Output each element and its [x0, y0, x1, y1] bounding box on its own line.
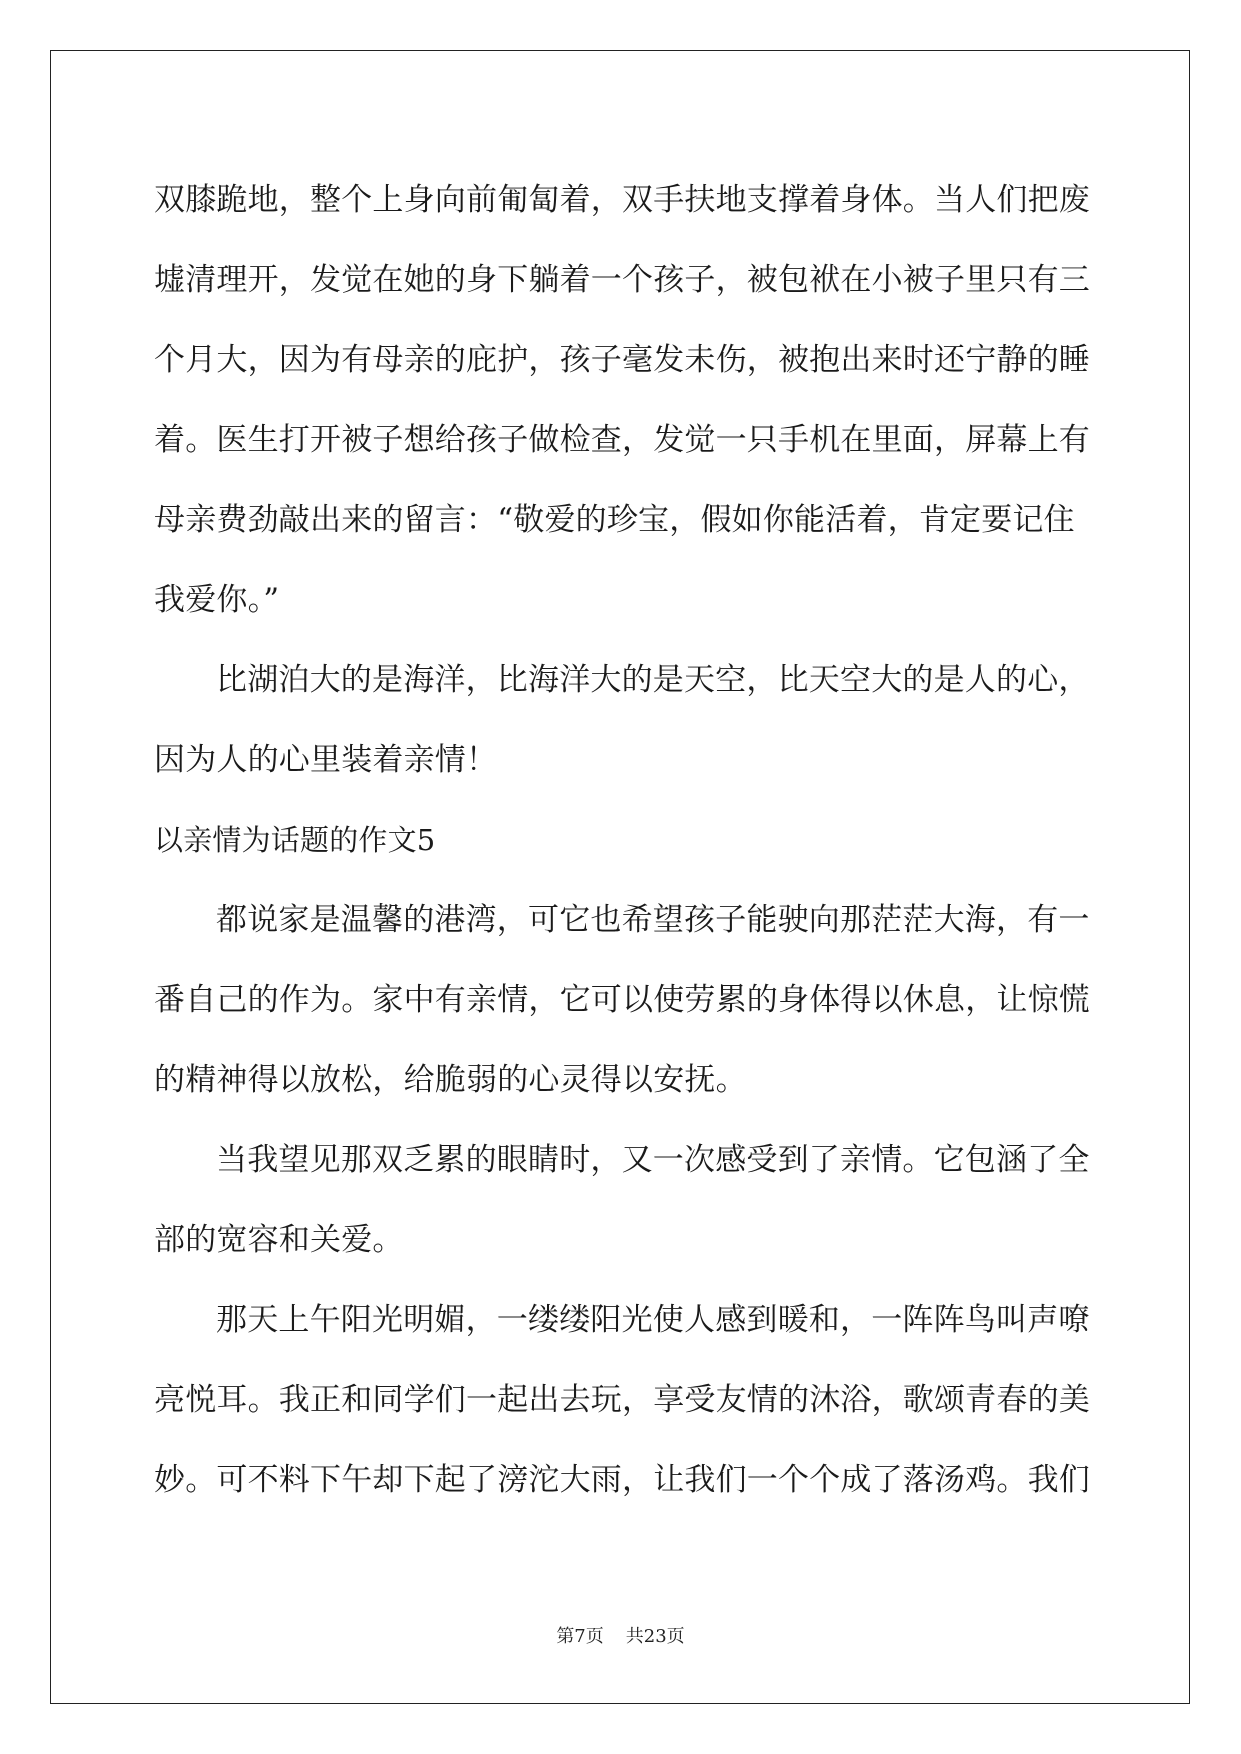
text-line: 当我望见那双乏累的眼睛时，又一次感受到了亲情。它包涵了全: [216, 1142, 1090, 1178]
text-line: 都说家是温馨的港湾，可它也希望孩子能驶向那茫茫大海，有一: [216, 902, 1090, 938]
text-line: 那天上午阳光明媚，一缕缕阳光使人感到暖和，一阵阵鸟叫声嘹: [216, 1302, 1090, 1338]
text-line: 母亲费劲敲出来的留言：“敬爱的珍宝，假如你能活着，肯定要记住: [154, 502, 1075, 538]
section-heading: 以亲情为话题的作文5: [154, 823, 436, 857]
text-line: 部的宽容和关爱。: [154, 1222, 404, 1258]
page-footer: [0, 1622, 1241, 1648]
text-line: 个月大，因为有母亲的庇护，孩子毫发未伤，被抱出来时还宁静的睡: [154, 342, 1090, 378]
text-line: 墟清理开，发觉在她的身下躺着一个孩子，被包袱在小被子里只有三: [154, 262, 1090, 298]
text-line: 亮悦耳。我正和同学们一起出去玩，享受友情的沐浴，歌颂青春的美: [154, 1382, 1090, 1418]
document-body: [154, 160, 1090, 1520]
text-line: 因为人的心里装着亲情！: [154, 742, 498, 778]
text-line: 着。医生打开被子想给孩子做检查，发觉一只手机在里面，屏幕上有: [154, 422, 1090, 458]
page-total: 共23页: [625, 1626, 685, 1647]
text-line: 妙。可不料下午却下起了滂沱大雨，让我们一个个成了落汤鸡。我们: [154, 1462, 1090, 1498]
text-line: 双膝跪地，整个上身向前匍匐着，双手扶地支撑着身体。当人们把废: [154, 182, 1090, 218]
page-number: 第7页: [556, 1626, 604, 1647]
text-line: 番自己的作为。家中有亲情，它可以使劳累的身体得以休息，让惊慌: [154, 982, 1090, 1018]
text-line: 的精神得以放松，给脆弱的心灵得以安抚。: [154, 1062, 747, 1098]
text-line: 比湖泊大的是海洋，比海洋大的是天空，比天空大的是人的心，: [216, 662, 1090, 698]
text-line: 我爱你。”: [154, 582, 280, 618]
